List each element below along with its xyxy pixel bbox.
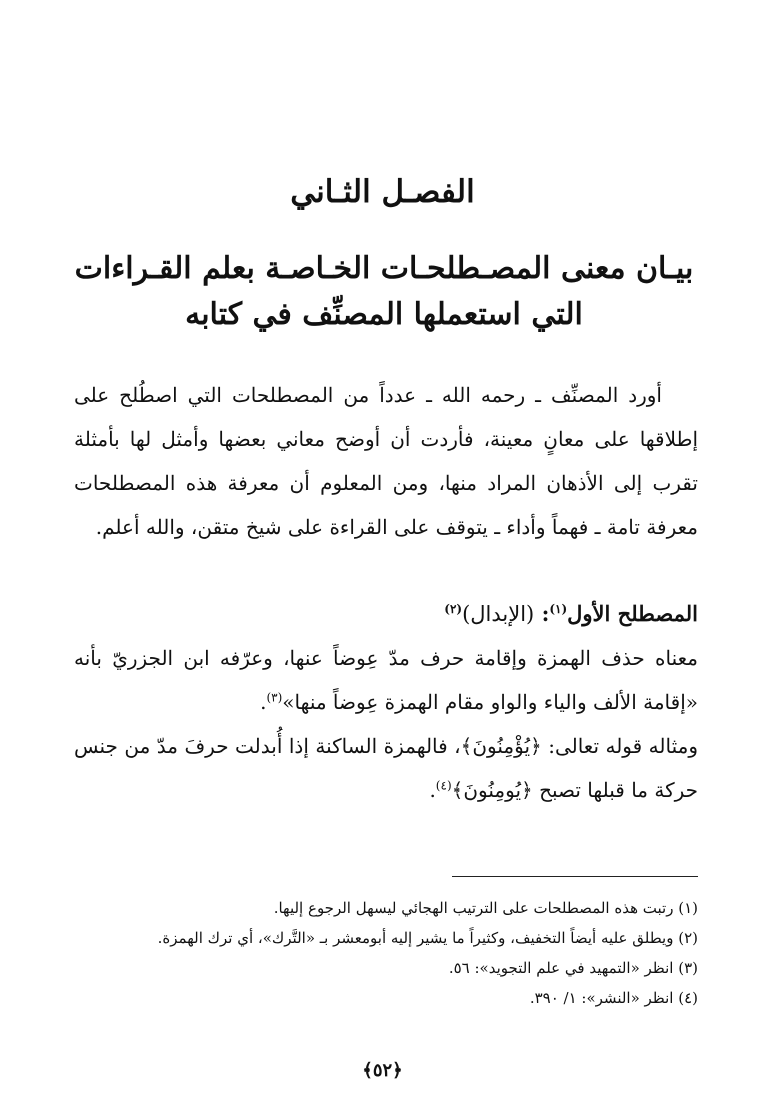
term-definition-end: . <box>260 690 267 714</box>
term-name: (الإبدال) <box>462 602 535 626</box>
footnotes <box>74 893 698 1013</box>
page-number: ﴿٥٢﴾ <box>362 1060 403 1081</box>
example-end: . <box>429 778 436 802</box>
footnote-ref-4: (٤) <box>435 778 452 793</box>
term-heading <box>74 592 698 636</box>
section-title: بيـان معنى المصـطلحـات الخـاصـة بعلم القـراءات التي استعملها المصنِّف في كتابه <box>74 251 694 332</box>
example-middle: ، فالهمزة الساكنة إذا أُبدلت حرفَ مدّ من جنس حركة ما قبلها تصبح <box>74 734 698 802</box>
footnote-item: (٤) انظر «النشر»: ١/ ٣٩٠. <box>529 989 698 1007</box>
footnote-ref-2: (٢) <box>444 602 463 616</box>
quran-word-1: ﴿يُؤْمِنُونَ﴾ <box>460 734 542 758</box>
footnote-item: (١) رتبت هذه المصطلحات على الترتيب الهجائي ليسهل الرجوع إليها. <box>273 899 698 917</box>
footnote-item: (٣) انظر «التمهيد في علم التجويد»: ٥٦. <box>448 959 698 977</box>
footnote-divider <box>452 876 698 877</box>
intro-paragraph-text: أورد المصنِّف ـ رحمه الله ـ عدداً من المصطلحات التي اصطُلح على إطلاقها على معانٍ معينة، فأردت أن أوضح معاني بعضها وأمثل لها بأمثلة تقرب إلى الأذهان المراد منها، ومن المعلوم أن معرفة هذه المصطلحات معرفة تامة ـ فهماً وأداء ـ يتوقف على القراءة على شيخ متقن، والله أعلم. <box>74 383 698 539</box>
quran-word-2: ﴿يُومِنُونَ﴾ <box>451 778 533 802</box>
footnote-item: (٢) ويطلق عليه أيضاً التخفيف، وكثيراً ما يشير إليه أبومعشر بـ «التَّرك»، أي ترك الهمزة. <box>157 929 698 947</box>
intro-paragraph <box>74 373 698 549</box>
footnote-ref-1: (١) <box>549 602 568 616</box>
term-section-ibdal <box>74 592 698 812</box>
footnote-ref-3: (٣) <box>266 690 283 705</box>
term-heading-separator: : <box>541 601 550 626</box>
chapter-title: الفصـل الثـاني <box>290 174 475 210</box>
term-definition-text: معناه حذف الهمزة وإقامة حرف مدّ عِوضاً عنها، وعرّفه ابن الجزريّ بأنه «إقامة الألف والياء والواو مقام الهمزة عِوضاً منها» <box>74 646 698 714</box>
term-definition <box>74 636 698 724</box>
term-example <box>74 724 698 812</box>
term-heading-label: المصطلح الأول <box>567 601 698 626</box>
example-prefix: ومثاله قوله تعالى: <box>541 734 698 758</box>
